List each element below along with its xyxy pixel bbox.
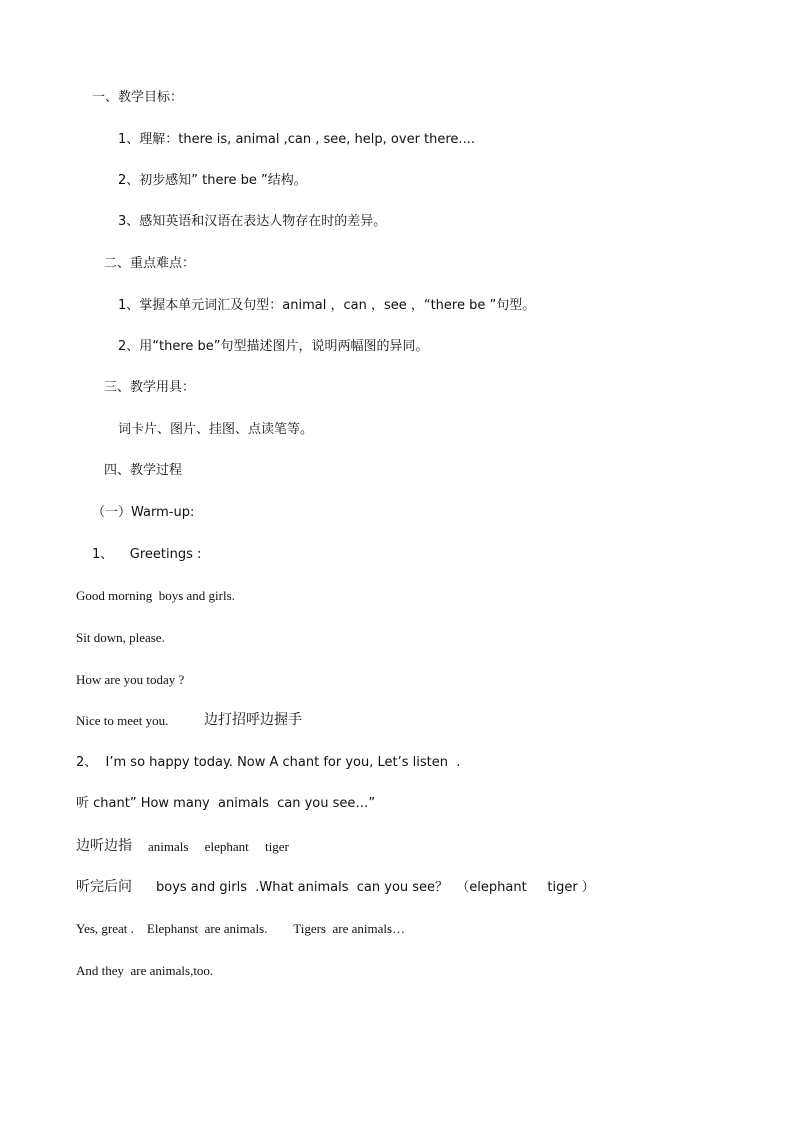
- heading-key-points: 二、重点难点：: [104, 256, 196, 271]
- key-point-item-2: 2、用“there be”句型描述图片，说明两幅图的异同。: [118, 339, 429, 354]
- greeting-line-how-are-you: How are you today ?: [76, 672, 185, 687]
- response-line-and-they: And they are animals,too.: [76, 963, 214, 978]
- point-while-listening-words: animals elephant tiger: [148, 839, 289, 854]
- greeting-note-handshake: 边打招呼边握手: [204, 712, 302, 728]
- after-listening-label: 听完后问: [76, 879, 132, 895]
- key-point-item-1: 1、掌握本单元词汇及句型：animal ，can ，see ，“there be ”句型。: [118, 298, 536, 313]
- greeting-line-sit-down: Sit down, please.: [76, 630, 165, 645]
- greetings-label: 1、 Greetings :: [92, 547, 202, 562]
- greeting-line-nice-to-meet: Nice to meet you.: [76, 713, 169, 728]
- heading-teaching-process: 四、教学过程: [104, 463, 183, 478]
- listen-chant-line: 听 chant” How many animals can you see…”: [76, 796, 376, 811]
- heading-teaching-tools: 三、教学用具：: [104, 380, 196, 395]
- objective-item-2: 2、初步感知” there be ”结构。: [118, 173, 307, 188]
- chant-intro-line: 2、 I’m so happy today. Now A chant for you, Let’s listen .: [76, 755, 461, 770]
- heading-teaching-objectives: 一、教学目标：: [92, 90, 184, 105]
- objective-item-1: 1、理解：there is, animal ,can , see, help, over there....: [118, 132, 475, 147]
- after-listening-question: boys and girls .What animals can you see？ （elephant tiger ）: [156, 880, 595, 895]
- warmup-heading: （一）Warm-up:: [92, 505, 195, 520]
- objective-item-3: 3、感知英语和汉语在表达人物存在时的差异。: [118, 214, 387, 229]
- greeting-line-good-morning: Good morning boys and girls.: [76, 588, 235, 603]
- response-line-yes-great: Yes, great . Elephanst are animals. Tigers are animals…: [76, 921, 406, 936]
- point-while-listening-label: 边听边指: [76, 838, 132, 854]
- teaching-tools-list: 词卡片、图片、挂图、点读笔等。: [118, 422, 314, 437]
